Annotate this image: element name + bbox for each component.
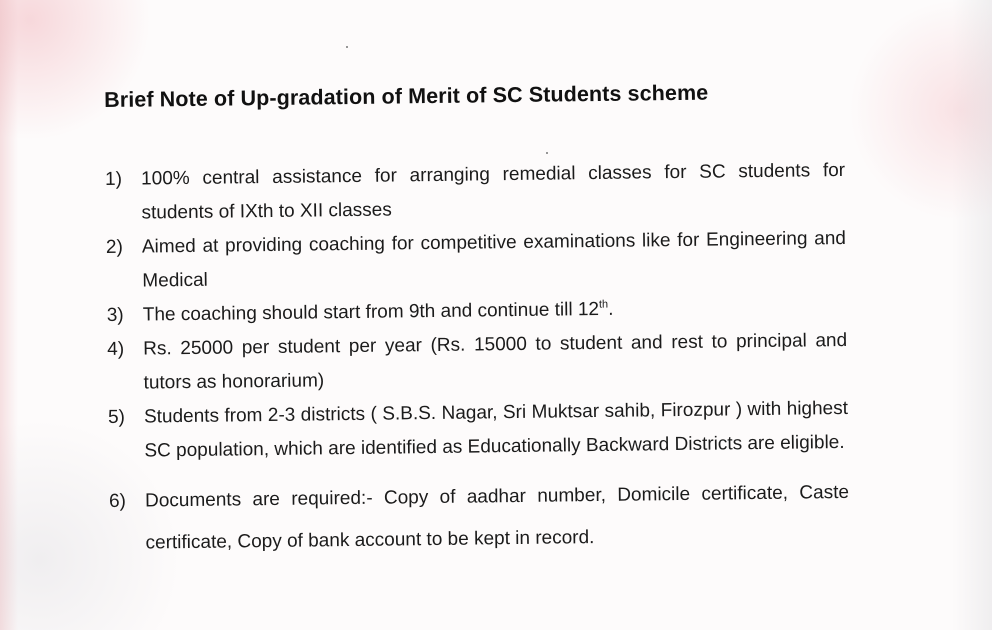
item-number: 3) <box>106 304 124 326</box>
document-title: Brief Note of Up-gradation of Merit of SC Students scheme <box>104 80 709 112</box>
list-item <box>108 392 849 469</box>
item-number: 2) <box>105 236 123 258</box>
ordinal-superscript: th <box>598 298 609 311</box>
list-item <box>109 472 850 565</box>
item-text: 100% central assistance for arranging remedial classes for SC students for students of IXth to XII classes <box>140 159 846 224</box>
item-number: 6) <box>108 490 127 512</box>
paper-edge-left <box>0 0 18 630</box>
scheme-points-list <box>105 154 850 565</box>
item-text: Documents are required:- Copy of aadhar number, Domicile certificate, Caste certificate, Copy of bank account to be kept in record. <box>144 481 850 554</box>
list-item <box>106 222 847 299</box>
item-number: 5) <box>107 406 126 428</box>
item-text-end: . <box>608 298 614 320</box>
document-content <box>104 79 850 565</box>
item-text: Rs. 25000 per student per year (Rs. 15000 to student and rest to principal and tutors as honorarium) <box>143 329 848 394</box>
item-number: 4) <box>107 338 125 360</box>
item-number: 1) <box>104 168 123 190</box>
list-item <box>107 324 848 401</box>
scan-speck <box>346 46 348 48</box>
item-text: Students from 2-3 districts ( S.B.S. Nagar, Sri Muktsar sahib, Firozpur ) with highest SC population, which are identified as Educationally Backward Districts are eligible. <box>143 397 849 462</box>
item-text-main: The coaching should start from 9th and continue till 12 <box>142 298 600 326</box>
item-text: Aimed at providing coaching for competitive examinations like for Engineering and Medical <box>141 227 847 292</box>
list-item <box>105 154 846 231</box>
paper-edge-right <box>952 0 992 630</box>
